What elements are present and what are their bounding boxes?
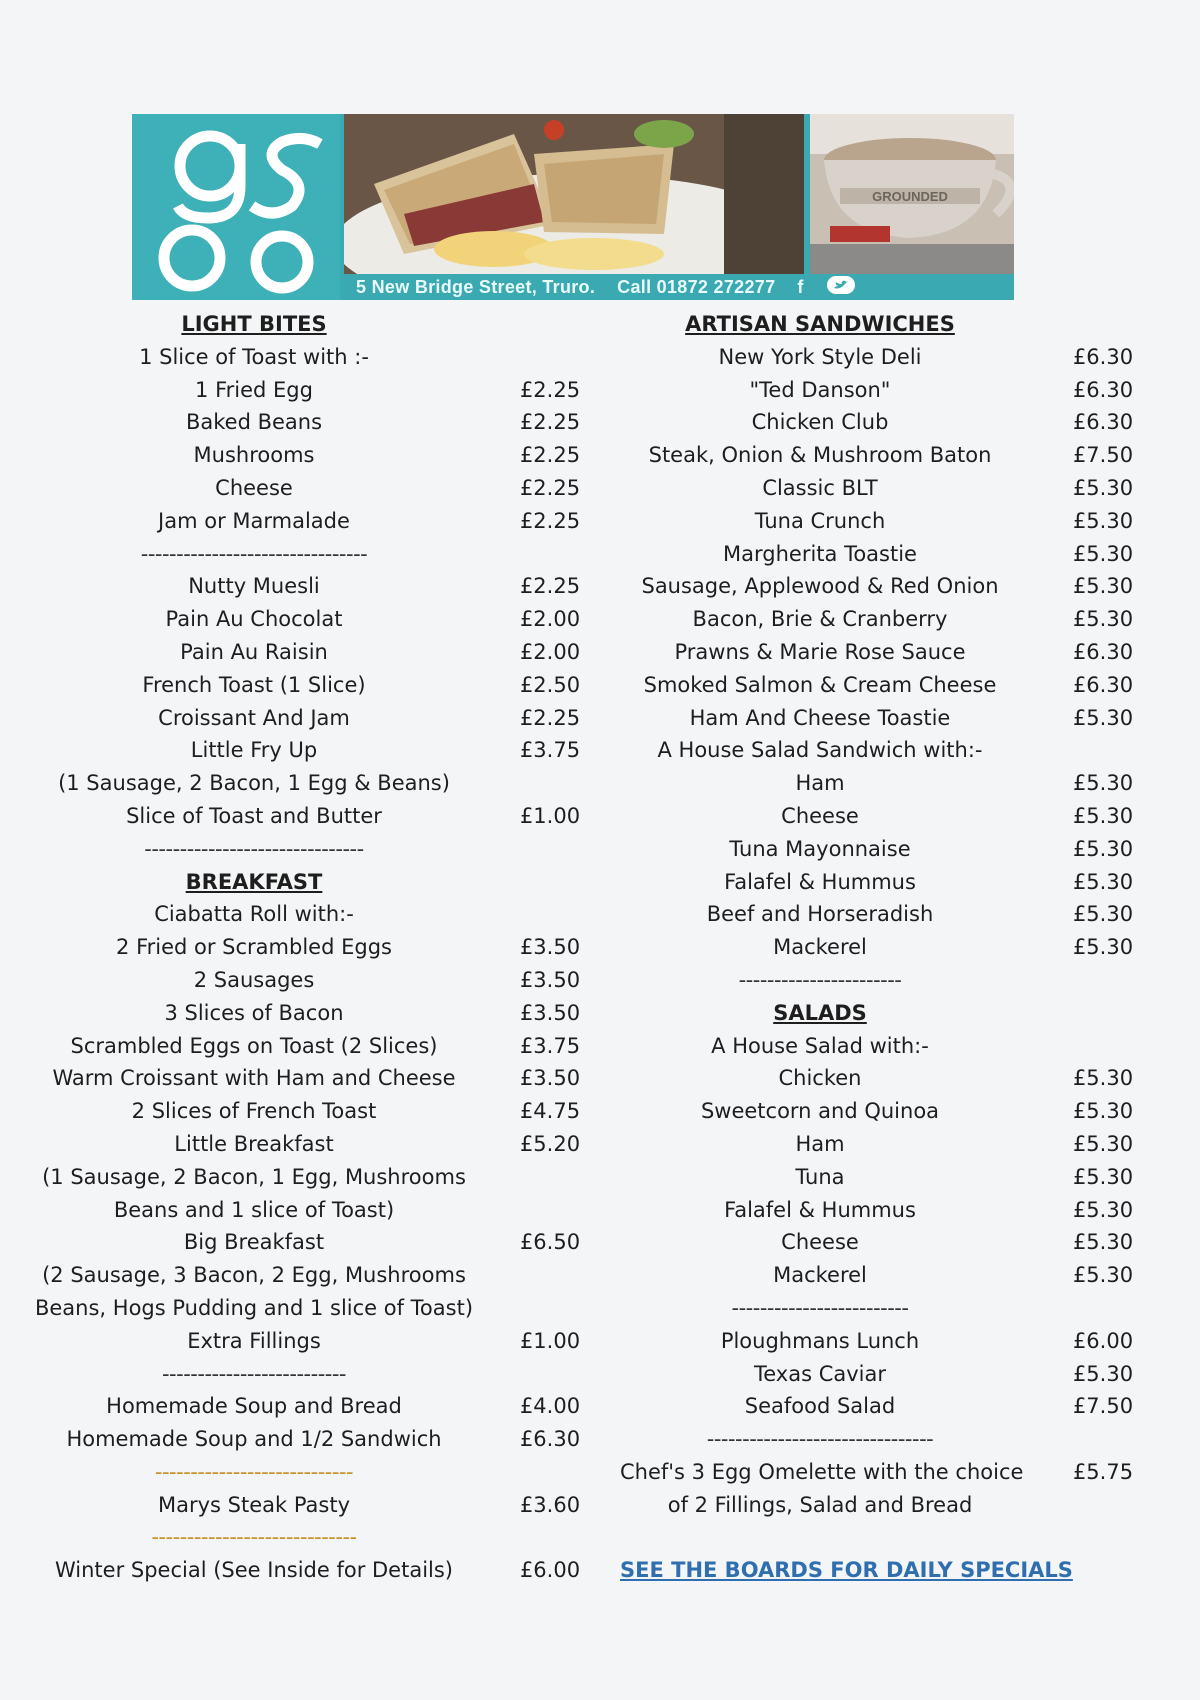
- item-name: Bacon, Brie & Cranberry: [692, 607, 948, 632]
- item-price: £3.60: [519, 1492, 581, 1517]
- item-price: £6.30: [519, 1427, 581, 1452]
- item-name: Winter Special (See Inside for Details): [54, 1558, 454, 1583]
- menu-item: [620, 570, 1160, 603]
- item-price: £2.25: [519, 574, 581, 599]
- section-heading: [620, 997, 1160, 1030]
- item-price: £3.50: [519, 1000, 581, 1025]
- item-price: £5.30: [1072, 1066, 1134, 1091]
- item-price: £5.30: [1072, 836, 1134, 861]
- menu-item: [620, 669, 1160, 702]
- right-menu-column: [620, 308, 1160, 1587]
- menu-item: [620, 439, 1160, 472]
- facebook-icon[interactable]: f: [797, 276, 804, 297]
- menu-item: [30, 997, 590, 1030]
- item-price: £5.30: [1072, 771, 1134, 796]
- item-name: Ham: [795, 1131, 845, 1156]
- item-price: £5.30: [1072, 902, 1134, 927]
- item-name: (1 Sausage, 2 Bacon, 1 Egg, Mushrooms: [42, 1164, 466, 1189]
- item-price: £5.30: [1072, 1230, 1134, 1255]
- item-name: Ciabatta Roll with:-: [154, 902, 354, 927]
- item-name: Pain Au Chocolat: [165, 607, 343, 632]
- menu-item: [620, 833, 1160, 866]
- divider-line: --------------------------: [161, 1361, 347, 1386]
- divider-line: -------------------------------: [144, 836, 364, 861]
- menu-item: [620, 505, 1160, 538]
- item-name: Marys Steak Pasty: [157, 1492, 351, 1517]
- item-price: £5.30: [1072, 541, 1134, 566]
- item-name: Little Breakfast: [174, 1131, 334, 1156]
- item-price: £5.30: [1072, 574, 1134, 599]
- divider-line: ----------------------------: [154, 1459, 354, 1484]
- item-name: Falafel & Hummus: [724, 869, 916, 894]
- item-name: Mackerel: [773, 1263, 867, 1288]
- item-name: Big Breakfast: [183, 1230, 325, 1255]
- item-name: French Toast (1 Slice): [142, 672, 366, 697]
- menu-item: [620, 1259, 1160, 1292]
- item-name: 1 Slice of Toast with :-: [139, 344, 369, 369]
- menu-item: [620, 1062, 1160, 1095]
- item-name: 2 Slices of French Toast: [131, 1099, 377, 1124]
- divider-line: -----------------------------: [151, 1525, 357, 1550]
- divider: [30, 1358, 590, 1391]
- sandwich-photo: [344, 114, 804, 274]
- item-price: £4.00: [519, 1394, 581, 1419]
- menu-item: [30, 1554, 590, 1587]
- menu-item: [620, 341, 1160, 374]
- item-name: New York Style Deli: [718, 344, 922, 369]
- menu-item: [30, 439, 590, 472]
- menu-item: [30, 1128, 590, 1161]
- item-name: Slice of Toast and Butter: [126, 803, 382, 828]
- menu-item: [30, 1390, 590, 1423]
- section-heading: [620, 308, 1160, 341]
- menu-item: [30, 374, 590, 407]
- item-name: Beans and 1 slice of Toast): [113, 1197, 395, 1222]
- menu-item: [30, 603, 590, 636]
- item-name: Cheese: [781, 803, 859, 828]
- menu-item: [620, 374, 1160, 407]
- menu-item: [30, 1489, 590, 1522]
- item-price: £5.30: [1072, 508, 1134, 533]
- item-name: 2 Sausages: [193, 967, 315, 992]
- item-name: Pain Au Raisin: [180, 639, 328, 664]
- svg-text:GROUNDED: GROUNDED: [872, 189, 948, 204]
- menu-item: [30, 1194, 590, 1227]
- menu-item: [30, 1325, 590, 1358]
- menu-item: [620, 1358, 1160, 1391]
- item-price: £3.50: [519, 935, 581, 960]
- item-name: Extra Fillings: [187, 1328, 321, 1353]
- item-price: £5.30: [1072, 1263, 1134, 1288]
- item-price: £1.00: [519, 1328, 581, 1353]
- item-price: £2.25: [519, 508, 581, 533]
- item-name: Sweetcorn and Quinoa: [700, 1099, 940, 1124]
- item-price: £2.00: [519, 639, 581, 664]
- menu-item: [30, 1062, 590, 1095]
- item-name: Chicken Club: [751, 410, 889, 435]
- item-name: of 2 Fillings, Salad and Bread: [667, 1492, 973, 1517]
- menu-item: [620, 1489, 1160, 1522]
- item-name: Cheese: [215, 475, 293, 500]
- section-heading: [30, 308, 590, 341]
- menu-item: [30, 472, 590, 505]
- section-title: ARTISAN SANDWICHES: [685, 312, 955, 336]
- item-price: £6.30: [1072, 639, 1134, 664]
- item-price: £6.00: [519, 1558, 581, 1583]
- item-price: £3.50: [519, 1066, 581, 1091]
- menu-item: [620, 636, 1160, 669]
- menu-item: [620, 1095, 1160, 1128]
- item-name: Prawns & Marie Rose Sauce: [674, 639, 966, 664]
- item-name: Baked Beans: [185, 410, 323, 435]
- item-name: Classic BLT: [762, 475, 878, 500]
- item-name: Chicken: [778, 1066, 862, 1091]
- menu-item: [620, 1456, 1160, 1489]
- item-price: £5.30: [1072, 935, 1134, 960]
- divider: [30, 538, 590, 571]
- divider: [620, 1292, 1160, 1325]
- item-name: Ham And Cheese Toastie: [689, 705, 951, 730]
- item-price: £6.50: [519, 1230, 581, 1255]
- contact-strip: [344, 274, 1014, 300]
- spacer: [620, 1521, 1160, 1554]
- divider: [30, 1456, 590, 1489]
- item-name: Little Fry Up: [190, 738, 318, 763]
- item-price: £2.25: [519, 443, 581, 468]
- gs-logo: [132, 114, 340, 300]
- item-name: Tuna Mayonnaise: [729, 836, 911, 861]
- menu-item: [620, 767, 1160, 800]
- divider-line: -----------------------: [738, 967, 902, 992]
- menu-item: [620, 538, 1160, 571]
- item-name: 2 Fried or Scrambled Eggs: [116, 935, 392, 960]
- item-name: Nutty Muesli: [188, 574, 320, 599]
- menu-item: [30, 800, 590, 833]
- item-price: £4.75: [519, 1099, 581, 1124]
- item-price: £2.00: [519, 607, 581, 632]
- item-name: 3 Slices of Bacon: [164, 1000, 344, 1025]
- menu-item: [620, 1194, 1160, 1227]
- item-price: £5.30: [1072, 1164, 1134, 1189]
- item-name: A House Salad Sandwich with:-: [657, 738, 983, 763]
- menu-item: [620, 1030, 1160, 1063]
- section-title: SALADS: [773, 1000, 867, 1025]
- item-name: Falafel & Hummus: [724, 1197, 916, 1222]
- item-name: (2 Sausage, 3 Bacon, 2 Egg, Mushrooms: [42, 1263, 466, 1288]
- menu-item: [620, 866, 1160, 899]
- divider-line: --------------------------------: [706, 1427, 934, 1452]
- item-price: £5.30: [1072, 1197, 1134, 1222]
- item-name: A House Salad with:-: [711, 1033, 929, 1058]
- item-price: £2.25: [519, 705, 581, 730]
- item-price: £5.30: [1072, 1099, 1134, 1124]
- item-price: £2.25: [519, 410, 581, 435]
- item-price: £7.50: [1072, 1394, 1134, 1419]
- item-price: £5.30: [1072, 869, 1134, 894]
- item-name: Homemade Soup and Bread: [106, 1394, 402, 1419]
- item-name: Homemade Soup and 1/2 Sandwich: [66, 1427, 442, 1452]
- item-price: £5.75: [1072, 1459, 1134, 1484]
- menu-item: [30, 964, 590, 997]
- item-name: Seafood Salad: [744, 1394, 896, 1419]
- twitter-icon[interactable]: [826, 275, 856, 300]
- item-name: "Ted Danson": [749, 377, 891, 402]
- menu-item: [620, 1161, 1160, 1194]
- item-price: £2.25: [519, 377, 581, 402]
- menu-item: [30, 734, 590, 767]
- item-name: Tuna Crunch: [754, 508, 886, 533]
- menu-item: [620, 406, 1160, 439]
- item-price: £5.30: [1072, 803, 1134, 828]
- menu-item: [620, 734, 1160, 767]
- menu-item: [620, 1128, 1160, 1161]
- item-price: £6.30: [1072, 410, 1134, 435]
- item-price: £5.30: [1072, 705, 1134, 730]
- menu-item: [30, 1095, 590, 1128]
- menu-item: [30, 1226, 590, 1259]
- item-name: Sausage, Applewood & Red Onion: [641, 574, 999, 599]
- item-price: £5.30: [1072, 607, 1134, 632]
- menu-item: [30, 1161, 590, 1194]
- item-name: Chef's 3 Egg Omelette with the choice: [620, 1459, 1024, 1484]
- menu-item: [30, 341, 590, 374]
- menu-item: [30, 1030, 590, 1063]
- menu-item: [30, 669, 590, 702]
- item-name: Tuna: [795, 1164, 845, 1189]
- item-name: Jam or Marmalade: [158, 508, 350, 533]
- menu-item: [30, 1259, 590, 1292]
- item-name: Ploughmans Lunch: [720, 1328, 920, 1353]
- item-name: Warm Croissant with Ham and Cheese: [52, 1066, 456, 1091]
- menu-item: [620, 800, 1160, 833]
- menu-item: [30, 702, 590, 735]
- item-name: Beans, Hogs Pudding and 1 slice of Toast): [34, 1295, 474, 1320]
- item-price: £5.30: [1072, 1361, 1134, 1386]
- item-name: Mushrooms: [193, 443, 315, 468]
- item-price: £6.00: [1072, 1328, 1134, 1353]
- menu-item: [30, 1292, 590, 1325]
- menu-item: [620, 603, 1160, 636]
- divider: [30, 833, 590, 866]
- item-price: £2.50: [519, 672, 581, 697]
- item-price: £1.00: [519, 803, 581, 828]
- divider: [620, 964, 1160, 997]
- item-name: Ham: [795, 771, 845, 796]
- item-price: £3.50: [519, 967, 581, 992]
- item-price: £5.20: [519, 1131, 581, 1156]
- item-name: Scrambled Eggs on Toast (2 Slices): [70, 1033, 438, 1058]
- section-title: LIGHT BITES: [181, 312, 327, 336]
- item-price: £2.25: [519, 475, 581, 500]
- menu-item: [620, 702, 1160, 735]
- divider-line: --------------------------------: [140, 541, 368, 566]
- coffee-cup-photo: [810, 114, 1014, 274]
- menu-item: [620, 898, 1160, 931]
- menu-item: [30, 570, 590, 603]
- menu-item: [30, 505, 590, 538]
- menu-item: [620, 931, 1160, 964]
- item-price: £3.75: [519, 1033, 581, 1058]
- item-price: £6.30: [1072, 344, 1134, 369]
- section-heading: [30, 866, 590, 899]
- menu-item: [620, 1390, 1160, 1423]
- menu-item: [30, 931, 590, 964]
- address-text: 5 New Bridge Street, Truro.: [356, 276, 596, 297]
- menu-item: [30, 898, 590, 931]
- divider: [30, 1521, 590, 1554]
- item-name: Cheese: [781, 1230, 859, 1255]
- menu-item: [620, 1325, 1160, 1358]
- divider-line: -------------------------: [731, 1295, 909, 1320]
- left-menu-column: [30, 308, 590, 1587]
- item-price: £6.30: [1072, 377, 1134, 402]
- item-name: Steak, Onion & Mushroom Baton: [648, 443, 992, 468]
- item-name: Margherita Toastie: [723, 541, 917, 566]
- phone-text: Call 01872 272277: [617, 276, 776, 297]
- item-name: Croissant And Jam: [158, 705, 350, 730]
- daily-specials-link-row: [620, 1554, 1160, 1587]
- menu-item: [620, 472, 1160, 505]
- item-name: (1 Sausage, 2 Bacon, 1 Egg & Beans): [58, 771, 450, 796]
- item-price: £5.30: [1072, 475, 1134, 500]
- menu-item: [30, 1423, 590, 1456]
- item-name: Beef and Horseradish: [706, 902, 934, 927]
- divider: [620, 1423, 1160, 1456]
- menu-item: [30, 636, 590, 669]
- item-name: Texas Caviar: [753, 1361, 887, 1386]
- section-title: BREAKFAST: [185, 869, 323, 894]
- menu-item: [30, 767, 590, 800]
- gs-logo-icon: [132, 114, 340, 300]
- item-price: £5.30: [1072, 1131, 1134, 1156]
- item-name: Smoked Salmon & Cream Cheese: [643, 672, 997, 697]
- item-price: £6.30: [1072, 672, 1134, 697]
- menu-item: [620, 1226, 1160, 1259]
- item-name: 1 Fried Egg: [195, 377, 313, 402]
- item-name: Mackerel: [773, 935, 867, 960]
- item-price: £3.75: [519, 738, 581, 763]
- menu-item: [30, 406, 590, 439]
- header-banner: [132, 114, 1014, 300]
- item-price: £7.50: [1072, 443, 1134, 468]
- daily-specials-link[interactable]: SEE THE BOARDS FOR DAILY SPECIALS: [620, 1558, 1073, 1583]
